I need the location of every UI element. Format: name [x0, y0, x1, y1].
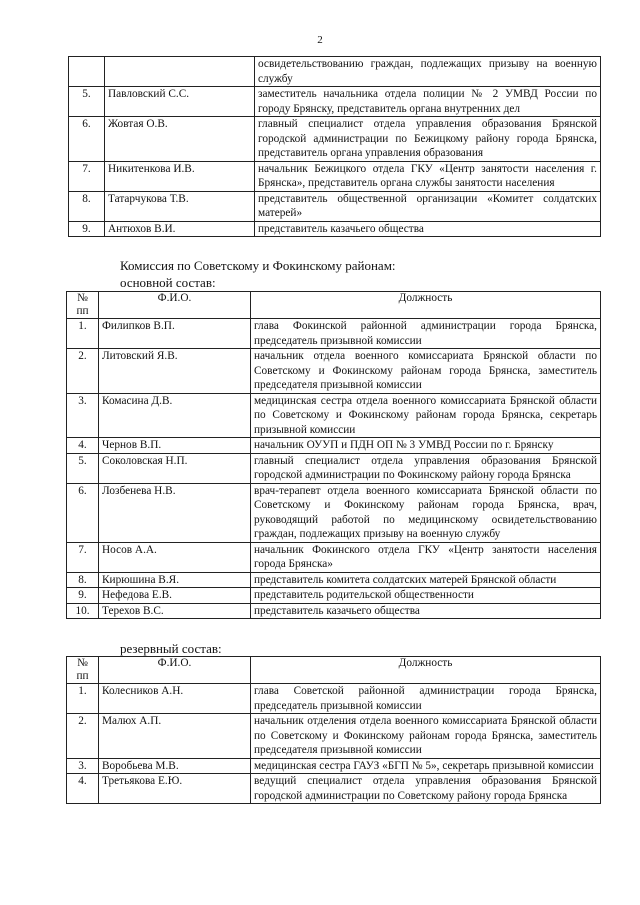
member-name: Филипков В.П.	[99, 319, 251, 349]
row-number: 1.	[67, 684, 99, 714]
member-name: Чернов В.П.	[99, 438, 251, 454]
member-position: главный специалист отдела управления образования Брянской городской администрации по Бежицкому району города Брянска, представитель органа управления образования	[255, 117, 601, 162]
member-position: представитель казачьего общества	[255, 221, 601, 237]
row-number: 1.	[67, 319, 99, 349]
row-number: 4.	[67, 438, 99, 454]
member-position: представитель родительской общественности	[251, 588, 601, 604]
row-number: 6.	[69, 117, 105, 162]
header-position: Должность	[251, 657, 601, 684]
member-name: Соколовская Н.П.	[99, 453, 251, 483]
row-number: 10.	[67, 603, 99, 619]
member-name: Третьякова Е.Ю.	[99, 774, 251, 804]
member-position: глава Советской районной администрации города Брянска, председатель призывной комиссии	[251, 684, 601, 714]
table-row	[69, 161, 601, 191]
main-composition-table	[66, 291, 601, 619]
member-name: Жовтая О.В.	[105, 117, 255, 162]
table-row	[67, 319, 601, 349]
row-number: 3.	[67, 758, 99, 774]
member-position: представитель общественной организации «Комитет солдатских матерей»	[255, 191, 601, 221]
table-row	[67, 774, 601, 804]
row-number: 9.	[69, 221, 105, 237]
table-row	[67, 349, 601, 394]
member-name	[105, 57, 255, 87]
table-row	[67, 542, 601, 572]
member-position: глава Фокинской районной администрации города Брянска, председатель призывной комиссии	[251, 319, 601, 349]
member-name: Татарчукова Т.В.	[105, 191, 255, 221]
row-number: 4.	[67, 774, 99, 804]
member-name: Литовский Я.В.	[99, 349, 251, 394]
main-composition-label: основной состав:	[120, 275, 216, 290]
member-name: Колесников А.Н.	[99, 684, 251, 714]
member-position: начальник отдела военного комиссариата Брянской области по Советскому и Фокинскому районам города Брянска, заместитель председателя призывной комиссии	[251, 349, 601, 394]
member-position: медицинская сестра отдела военного комиссариата Брянской области по Советскому и Фокинскому районам города Брянска, секретарь призывной комиссии	[251, 393, 601, 438]
page-number: 2	[317, 34, 323, 46]
member-position: представитель комитета солдатских матерей Брянской области	[251, 572, 601, 588]
table-row	[67, 603, 601, 619]
table-row	[67, 483, 601, 542]
member-name: Комасина Д.В.	[99, 393, 251, 438]
table-row	[69, 221, 601, 237]
table-row	[67, 714, 601, 759]
member-name: Антюхов В.И.	[105, 221, 255, 237]
row-number: 6.	[67, 483, 99, 542]
member-name: Кирюшина В.Я.	[99, 572, 251, 588]
reserve-composition-label: резервный состав:	[120, 641, 222, 656]
member-position: начальник Фокинского отдела ГКУ «Центр занятости населения города Брянска»	[251, 542, 601, 572]
member-position: ведущий специалист отдела управления образования Брянской городской администрации по Советскому району города Брянска	[251, 774, 601, 804]
member-position: начальник ОУУП и ПДН ОП № 3 УМВД России по г. Брянску	[251, 438, 601, 454]
member-position: начальник отделения отдела военного комиссариата Брянской области по Советскому и Фокинскому районам города Брянска, заместитель председателя призывной комиссии	[251, 714, 601, 759]
members-table-continued	[68, 56, 601, 237]
header-position: Должность	[251, 292, 601, 319]
row-number: 9.	[67, 588, 99, 604]
table-row	[67, 453, 601, 483]
table-row	[67, 438, 601, 454]
row-number: 3.	[67, 393, 99, 438]
table-header-row	[67, 657, 601, 684]
member-position: главный специалист отдела управления образования Брянской городской администрации по Фокинскому району города Брянска	[251, 453, 601, 483]
table-row	[69, 87, 601, 117]
header-num: № пп	[67, 292, 99, 319]
header-name: Ф.И.О.	[99, 657, 251, 684]
member-position: заместитель начальника отдела полиции № 2 УМВД России по городу Брянску, представитель органа внутренних дел	[255, 87, 601, 117]
header-num: № пп	[67, 657, 99, 684]
member-name: Воробьева М.В.	[99, 758, 251, 774]
table-row	[67, 588, 601, 604]
table-row	[69, 57, 601, 87]
row-number	[69, 57, 105, 87]
commission-title: Комиссия по Советскому и Фокинскому районам:	[120, 258, 396, 273]
table-row	[69, 191, 601, 221]
row-number: 5.	[69, 87, 105, 117]
member-position: медицинская сестра ГАУЗ «БГП № 5», секретарь призывной комиссии	[251, 758, 601, 774]
row-number: 7.	[69, 161, 105, 191]
table-row	[69, 117, 601, 162]
member-position: освидетельствованию граждан, подлежащих призыву на военную службу	[255, 57, 601, 87]
member-name: Лозбенева Н.В.	[99, 483, 251, 542]
header-name: Ф.И.О.	[99, 292, 251, 319]
member-name: Терехов В.С.	[99, 603, 251, 619]
row-number: 2.	[67, 714, 99, 759]
member-name: Нефедова Е.В.	[99, 588, 251, 604]
row-number: 5.	[67, 453, 99, 483]
member-position: представитель казачьего общества	[251, 603, 601, 619]
table-row	[67, 758, 601, 774]
row-number: 8.	[67, 572, 99, 588]
reserve-composition-table	[66, 656, 601, 804]
table-header-row	[67, 292, 601, 319]
member-name: Малюх А.П.	[99, 714, 251, 759]
member-name: Павловский С.С.	[105, 87, 255, 117]
row-number: 7.	[67, 542, 99, 572]
row-number: 2.	[67, 349, 99, 394]
table-row	[67, 684, 601, 714]
table-row	[67, 393, 601, 438]
member-name: Носов А.А.	[99, 542, 251, 572]
member-name: Никитенкова И.В.	[105, 161, 255, 191]
member-position: начальник Бежицкого отдела ГКУ «Центр занятости населения г. Брянска», представитель органа службы занятости населения	[255, 161, 601, 191]
table-row	[67, 572, 601, 588]
row-number: 8.	[69, 191, 105, 221]
member-position: врач-терапевт отдела военного комиссариата Брянской области по Советскому и Фокинскому районам города Брянска, врач, руководящий работой по медицинскому освидетельствованию граждан, подлежащих призыву на военную службу	[251, 483, 601, 542]
